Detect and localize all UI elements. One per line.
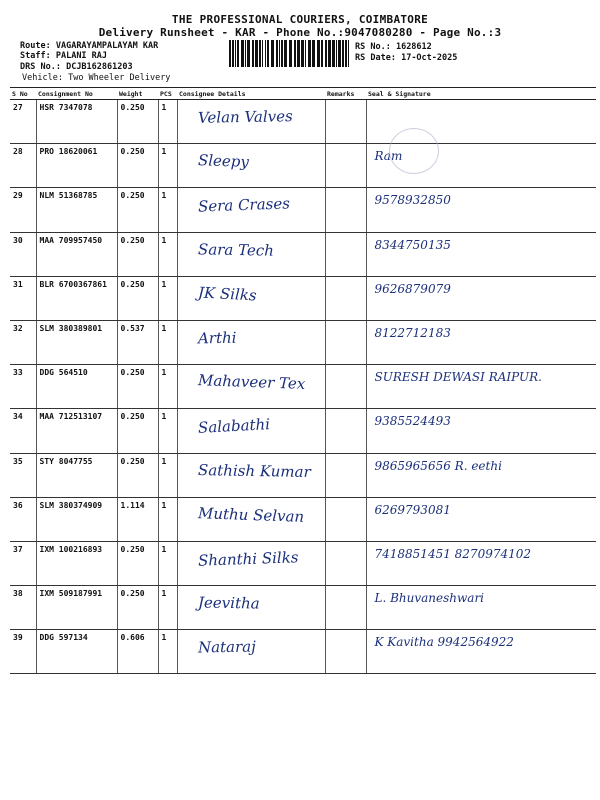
table-row xyxy=(10,232,596,276)
consignee-handwriting: Shanthi Silks xyxy=(197,548,299,570)
row-consignment-no: PRO 18620061 xyxy=(36,144,117,188)
row-consignment-no: SLM 380374909 xyxy=(36,497,117,541)
barcode-bar xyxy=(252,40,254,67)
row-pcs: 1 xyxy=(158,453,177,497)
signature-handwriting: K Kavitha 9942564922 xyxy=(374,635,514,650)
barcode-bar xyxy=(265,40,266,67)
barcode-bar xyxy=(259,40,261,67)
row-signature-cell xyxy=(366,541,596,585)
staff-label: Staff: xyxy=(20,51,51,61)
row-signature-cell xyxy=(366,232,596,276)
table-row xyxy=(10,276,596,320)
row-remarks xyxy=(325,144,366,188)
signature-handwriting: 9578932850 xyxy=(374,193,451,208)
row-pcs: 1 xyxy=(158,586,177,630)
barcode-bar xyxy=(321,40,323,67)
row-remarks xyxy=(325,365,366,409)
row-consignment-no: BLR 6700367861 xyxy=(36,276,117,320)
rs-number-label: RS No.: xyxy=(355,42,391,52)
drs-label: DRS No.: xyxy=(20,62,61,72)
col-consignee: Consignee Details xyxy=(177,88,325,100)
row-weight: 0.250 xyxy=(117,409,158,453)
table-row xyxy=(10,497,596,541)
row-signature-cell xyxy=(366,453,596,497)
row-consignee-cell xyxy=(177,586,325,630)
barcode-bar xyxy=(289,40,292,67)
barcode-bar xyxy=(284,40,287,67)
row-remarks xyxy=(325,100,366,144)
barcode-bar xyxy=(232,40,234,67)
barcode-bar xyxy=(245,40,246,67)
barcode-bar xyxy=(332,40,335,67)
barcode-bar xyxy=(345,40,347,67)
row-remarks xyxy=(325,630,366,674)
row-remarks xyxy=(325,320,366,364)
row-consignee-cell xyxy=(177,320,325,364)
row-consignment-no: SLM 380389801 xyxy=(36,320,117,364)
barcode-bar xyxy=(247,40,250,67)
row-consignee-cell xyxy=(177,453,325,497)
row-sno: 35 xyxy=(10,453,36,497)
row-signature-cell xyxy=(366,320,596,364)
signature-handwriting: 9626879079 xyxy=(374,281,451,296)
barcode-bar xyxy=(305,40,306,67)
row-consignment-no: DDG 597134 xyxy=(36,630,117,674)
signature-handwriting: 9385524493 xyxy=(374,414,451,429)
table-header-row xyxy=(10,88,596,100)
row-consignment-no: STY 8047755 xyxy=(36,453,117,497)
row-weight: 0.250 xyxy=(117,586,158,630)
barcode-bar xyxy=(267,40,269,67)
barcode-bar xyxy=(325,40,327,67)
consignee-handwriting: Sara Tech xyxy=(197,239,274,260)
row-pcs: 1 xyxy=(158,497,177,541)
signature-handwriting: 7418851451 8270974102 xyxy=(374,546,532,561)
signature-handwriting: L. Bhuvaneshwari xyxy=(374,591,485,606)
row-weight: 0.250 xyxy=(117,100,158,144)
consignee-handwriting: Jeevitha xyxy=(197,593,260,613)
consignee-handwriting: Mahaveer Tex xyxy=(197,371,306,393)
row-consignment-no: HSR 7347078 xyxy=(36,100,117,144)
col-remarks: Remarks xyxy=(325,88,366,100)
barcode-bar xyxy=(262,40,263,67)
barcode-bar xyxy=(237,40,239,67)
col-weight: Weight xyxy=(117,88,158,100)
row-consignment-no: MAA 709957450 xyxy=(36,232,117,276)
row-weight: 1.114 xyxy=(117,497,158,541)
seal-stamp xyxy=(389,128,439,174)
row-sno: 30 xyxy=(10,232,36,276)
barcode-bar xyxy=(308,40,311,67)
consignee-handwriting: Sleepy xyxy=(197,151,249,172)
table-row xyxy=(10,188,596,232)
row-consignee-cell xyxy=(177,409,325,453)
row-weight: 0.250 xyxy=(117,144,158,188)
row-consignee-cell xyxy=(177,188,325,232)
runsheet-barcode xyxy=(228,40,350,67)
row-weight: 0.250 xyxy=(117,276,158,320)
route-value: VAGARAYAMPALAYAM KAR xyxy=(55,41,159,51)
row-weight: 0.250 xyxy=(117,453,158,497)
row-sno: 34 xyxy=(10,409,36,453)
barcode-bar xyxy=(235,40,236,67)
vehicle-value: Two Wheeler Delivery xyxy=(68,73,171,83)
row-sno: 32 xyxy=(10,320,36,364)
signature-handwriting: SURESH DEWASI RAIPUR. xyxy=(374,370,542,385)
route-label: Route: xyxy=(20,41,51,51)
row-pcs: 1 xyxy=(158,365,177,409)
row-consignee-cell xyxy=(177,232,325,276)
consignee-handwriting: Sathish Kumar xyxy=(197,460,311,481)
row-consignee-cell xyxy=(177,497,325,541)
row-pcs: 1 xyxy=(158,541,177,585)
table-row xyxy=(10,630,596,674)
drs-value: DCJB162861203 xyxy=(66,62,133,72)
row-sno: 28 xyxy=(10,144,36,188)
row-pcs: 1 xyxy=(158,188,177,232)
company-title: THE PROFESSIONAL COURIERS, COIMBATORE xyxy=(171,13,429,26)
signature-handwriting: 9865965656 R. eethi xyxy=(374,458,502,473)
barcode-bar xyxy=(338,40,341,67)
barcode-bar xyxy=(317,40,320,67)
row-sno: 36 xyxy=(10,497,36,541)
barcode-bar xyxy=(281,40,283,67)
barcode-bar xyxy=(255,40,258,67)
consignee-handwriting: Muthu Selvan xyxy=(197,503,304,526)
row-consignee-cell xyxy=(177,144,325,188)
barcode-bar xyxy=(276,40,278,67)
rs-number-value: 1628612 xyxy=(395,42,432,52)
runsheet-table xyxy=(10,87,596,674)
row-signature-cell xyxy=(366,365,596,409)
rs-date-line xyxy=(355,53,457,63)
table-row xyxy=(10,365,596,409)
row-remarks xyxy=(325,409,366,453)
barcode-bar xyxy=(229,40,231,67)
barcode-bar xyxy=(328,40,331,67)
row-signature-cell xyxy=(366,188,596,232)
row-signature-cell xyxy=(366,497,596,541)
signature-handwriting: 8122712183 xyxy=(374,325,451,340)
row-sno: 33 xyxy=(10,365,36,409)
table-row xyxy=(10,409,596,453)
col-pcs: PCS xyxy=(158,88,177,100)
row-remarks xyxy=(325,453,366,497)
row-sno: 29 xyxy=(10,188,36,232)
table-row xyxy=(10,100,596,144)
barcode-bar xyxy=(301,40,304,67)
row-signature-cell xyxy=(366,276,596,320)
table-row xyxy=(10,586,596,630)
consignee-handwriting: Velan Valves xyxy=(197,107,293,127)
col-consignment: Consignment No xyxy=(36,88,117,100)
row-weight: 0.250 xyxy=(117,541,158,585)
row-consignment-no: IXM 100216893 xyxy=(36,541,117,585)
barcode-bar xyxy=(312,40,315,67)
drs-line xyxy=(20,62,133,72)
row-sno: 27 xyxy=(10,100,36,144)
row-consignee-cell xyxy=(177,541,325,585)
barcode-bar xyxy=(241,40,244,67)
row-sno: 31 xyxy=(10,276,36,320)
row-remarks xyxy=(325,232,366,276)
row-sno: 37 xyxy=(10,541,36,585)
row-remarks xyxy=(325,276,366,320)
row-pcs: 1 xyxy=(158,320,177,364)
row-pcs: 1 xyxy=(158,232,177,276)
route-line xyxy=(20,41,158,51)
signature-handwriting: 8344750135 xyxy=(374,237,451,252)
table-row xyxy=(10,320,596,364)
row-consignment-no: NLM 51368785 xyxy=(36,188,117,232)
barcode-bar xyxy=(271,40,274,67)
barcode-bar xyxy=(342,40,344,67)
row-remarks xyxy=(325,188,366,232)
table-row xyxy=(10,453,596,497)
consignee-handwriting: Salabathi xyxy=(197,415,270,438)
row-pcs: 1 xyxy=(158,630,177,674)
row-weight: 0.250 xyxy=(117,365,158,409)
row-weight: 0.250 xyxy=(117,188,158,232)
rs-date-value: 17-Oct-2025 xyxy=(401,53,458,63)
row-sno: 38 xyxy=(10,586,36,630)
table-row xyxy=(10,144,596,188)
row-pcs: 1 xyxy=(158,100,177,144)
row-signature-cell xyxy=(366,586,596,630)
signature-handwriting: Ram xyxy=(374,149,403,164)
signature-handwriting: 6269793081 xyxy=(374,502,451,517)
runsheet-subtitle: Delivery Runsheet - KAR - Phone No.:9047080280 - Page No.:3 xyxy=(98,26,502,39)
row-consignment-no: IXM 509187991 xyxy=(36,586,117,630)
consignee-handwriting: Arthi xyxy=(197,328,237,348)
row-remarks xyxy=(325,541,366,585)
row-consignee-cell xyxy=(177,276,325,320)
col-sno: S No xyxy=(10,88,36,100)
row-consignee-cell xyxy=(177,100,325,144)
row-consignee-cell xyxy=(177,630,325,674)
rs-date-label: RS Date: xyxy=(355,53,396,63)
consignee-handwriting: Nataraj xyxy=(197,637,256,657)
barcode-bar xyxy=(294,40,296,67)
consignee-handwriting: Sera Crases xyxy=(197,194,290,216)
barcode-bar xyxy=(279,40,280,67)
row-consignment-no: MAA 712513107 xyxy=(36,409,117,453)
row-remarks xyxy=(325,497,366,541)
row-sno: 39 xyxy=(10,630,36,674)
barcode-bar xyxy=(336,40,337,67)
row-pcs: 1 xyxy=(158,409,177,453)
row-weight: 0.250 xyxy=(117,232,158,276)
row-consignment-no: DDG 564510 xyxy=(36,365,117,409)
table-row xyxy=(10,541,596,585)
consignee-handwriting: JK Silks xyxy=(197,283,257,305)
vehicle-line xyxy=(22,73,170,83)
row-signature-cell xyxy=(366,630,596,674)
col-signature: Seal & Signature xyxy=(366,88,596,100)
row-signature-cell xyxy=(366,409,596,453)
rs-number-line xyxy=(355,42,432,52)
barcode-bar xyxy=(297,40,300,67)
row-pcs: 1 xyxy=(158,276,177,320)
staff-line xyxy=(20,51,107,61)
row-remarks xyxy=(325,586,366,630)
staff-value: PALANI RAJ xyxy=(55,51,108,61)
barcode-bar xyxy=(348,40,349,67)
row-weight: 0.606 xyxy=(117,630,158,674)
row-pcs: 1 xyxy=(158,144,177,188)
vehicle-label: Vehicle: xyxy=(22,73,63,83)
row-consignee-cell xyxy=(177,365,325,409)
row-weight: 0.537 xyxy=(117,320,158,364)
